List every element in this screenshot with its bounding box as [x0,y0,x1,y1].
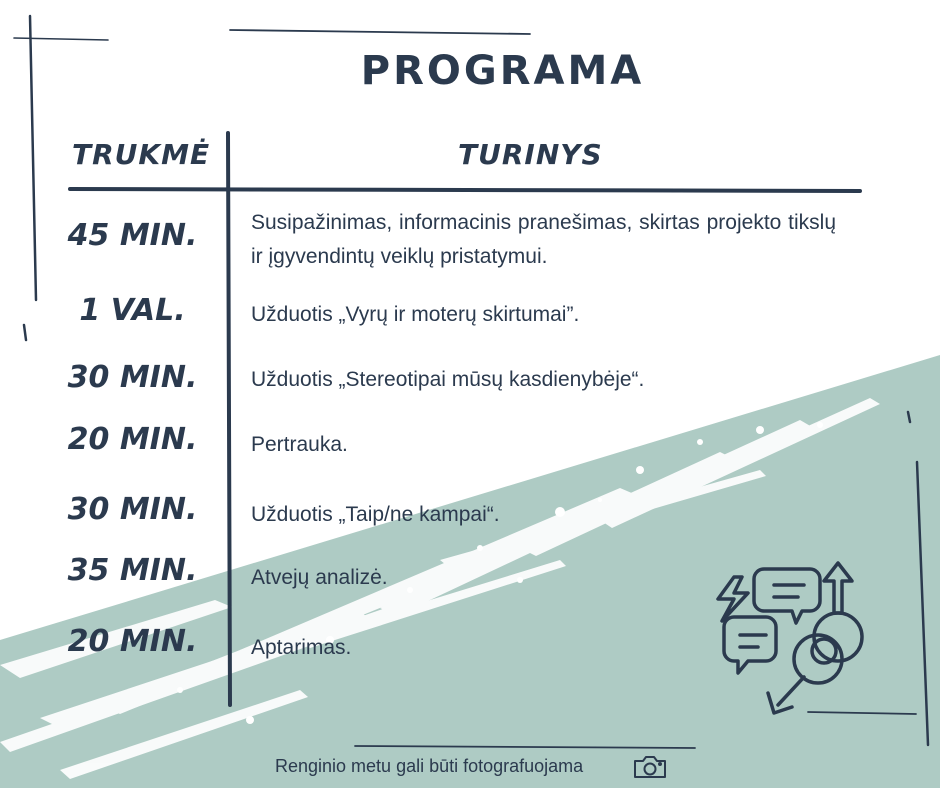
row-duration: 1 VAL. [79,293,186,328]
row-text: Aptarimas. [251,636,352,659]
row-text: Užduotis „Stereotipai mūsų kasdienybėje“. [251,368,645,391]
row-duration: 45 MIN. [67,218,198,253]
row-duration: 20 MIN. [67,422,198,457]
row-duration: 30 MIN. [67,492,198,527]
row-text: Susipažinimas, informacinis pranešimas, skirtas projekto tikslų ir įgyvendintų veiklų pristatymui. [251,211,836,268]
page-title: PROGRAMA [360,48,645,94]
camera-icon [632,754,668,780]
header-duration: TRUKMĖ [72,138,211,171]
row-text: Užduotis „Vyrų ir moterų skirtumai”. [251,303,580,326]
header-content: TURINYS [458,138,603,171]
gender-symbols-chat-icon [712,555,882,720]
row-duration: 30 MIN. [67,360,198,395]
row-duration: 35 MIN. [67,553,198,588]
row-duration: 20 MIN. [67,624,198,659]
row-text: Atvejų analizė. [251,566,388,589]
row-text: Pertrauka. [251,433,348,456]
row-text: Užduotis „Taip/ne kampai“. [251,503,500,526]
footer-note: Renginio metu gali būti fotografuojama [275,756,584,776]
